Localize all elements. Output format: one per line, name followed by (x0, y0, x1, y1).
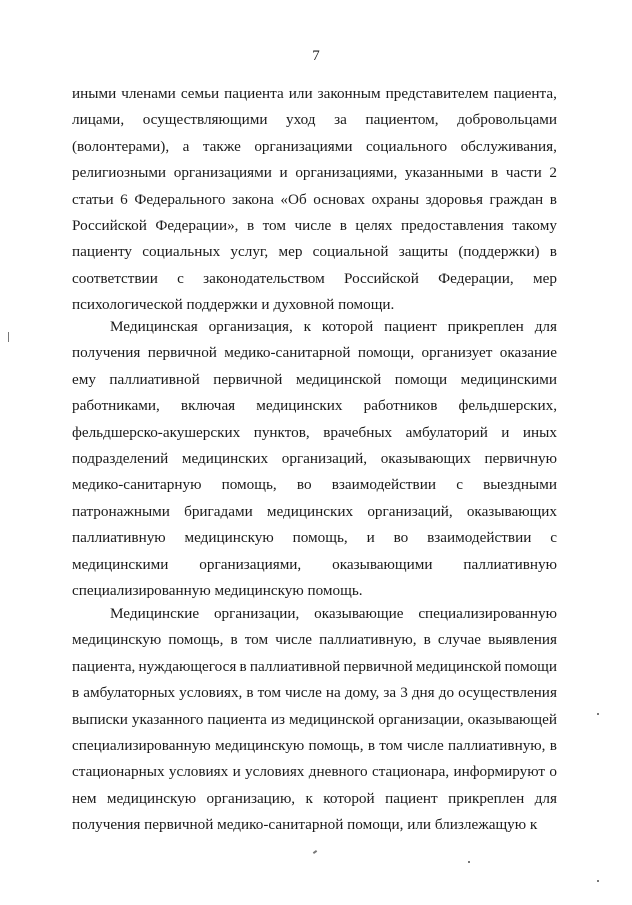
word: 2 (549, 164, 557, 181)
word: в (423, 631, 431, 648)
word: фельдшерских, (458, 397, 557, 414)
word: паллиативную, (319, 631, 417, 648)
word: представителем (385, 85, 489, 102)
word: оказывающих (466, 503, 557, 520)
text-line (72, 396, 557, 416)
word: числе (406, 737, 444, 754)
word: информируют (453, 763, 545, 780)
word: «Об (280, 191, 307, 208)
word: оказывающие (314, 605, 404, 622)
word: в (367, 737, 375, 754)
word: том (244, 631, 269, 648)
word: Федерации, (438, 270, 514, 287)
text-line (72, 555, 557, 575)
word: Федерального (134, 191, 226, 208)
word: амбулаторных (83, 684, 176, 701)
word: Медицинская (110, 318, 198, 335)
word: медицинскую (106, 790, 197, 807)
text-line (72, 528, 557, 548)
text-line (72, 163, 557, 183)
text-line (72, 762, 557, 782)
word: до (438, 684, 455, 701)
word: организует (421, 344, 493, 361)
word: охраны (371, 191, 420, 208)
text-line (72, 343, 557, 363)
text-line: получения первичной медико-санитарной помощи, или близлежащую к (72, 816, 538, 833)
word: с (177, 270, 184, 287)
word: помощь, (221, 476, 277, 493)
word: дому, (344, 684, 380, 701)
word: с (550, 529, 557, 546)
word: которой (323, 790, 375, 807)
word: социальной (312, 243, 389, 260)
word: членами (121, 85, 176, 102)
word: указанного (131, 711, 204, 728)
word: медицинскими (72, 556, 169, 573)
word: во (296, 476, 312, 493)
word: организациями, (295, 164, 398, 181)
word: части (505, 164, 542, 181)
word: из (270, 711, 285, 728)
word: медицинских (266, 503, 354, 520)
word: и (501, 424, 510, 441)
word: дня (411, 684, 435, 701)
word: и (232, 763, 241, 780)
word: соответствии (72, 270, 158, 287)
word: дневного (308, 763, 368, 780)
word: в (549, 191, 557, 208)
word: пациент (384, 318, 437, 335)
word: случае (437, 631, 481, 648)
text-line (72, 216, 557, 236)
word: медицинскую (72, 631, 162, 648)
word: медико-санитарную (72, 476, 202, 493)
word: первичной (343, 658, 413, 675)
word: (волонтерами), (72, 138, 170, 155)
word: здоровья (425, 191, 483, 208)
word: с (456, 476, 463, 493)
word: медико-санитарной (224, 344, 351, 361)
word: условиях (168, 763, 229, 780)
text-line (72, 502, 557, 522)
text-line (72, 423, 557, 443)
word: в (246, 217, 255, 234)
word: помощь, (168, 631, 224, 648)
word: помощи (504, 658, 557, 675)
word: статьи (72, 191, 114, 208)
word: том (257, 684, 281, 701)
word: прикреплен (448, 790, 525, 807)
word: пациентом, (365, 111, 439, 128)
word: пациента, (72, 658, 136, 675)
text-line (72, 137, 557, 157)
text-line (72, 370, 557, 390)
word: медицинских (181, 450, 269, 467)
scan-artifact (597, 880, 599, 882)
page-number: 7 (312, 48, 320, 64)
word: указанными (404, 164, 484, 181)
text-line (72, 475, 557, 495)
word: патронажными (72, 503, 170, 520)
word: организациями (254, 138, 353, 155)
word: мер (533, 270, 557, 287)
word: услуг, (230, 243, 269, 260)
word: осуществления (458, 684, 557, 701)
word: подразделений (72, 450, 169, 467)
word: помощи (394, 371, 448, 388)
word: добровольцами (457, 111, 557, 128)
word: религиозными (72, 164, 167, 181)
word: за (383, 684, 397, 701)
word: основах (313, 191, 366, 208)
text-line (72, 789, 557, 809)
word: врачебных (323, 424, 393, 441)
word: организаций, (281, 450, 368, 467)
word: за (334, 111, 347, 128)
word: для (534, 318, 557, 335)
word: включая (180, 397, 236, 414)
word: выписки (72, 711, 128, 728)
word: прикреплен (447, 318, 524, 335)
word: к (303, 318, 312, 335)
text-line (72, 710, 557, 730)
word: помощь, (292, 529, 348, 546)
word: также (202, 138, 241, 155)
word: организациями, (199, 556, 302, 573)
text-line (72, 190, 557, 210)
word: первичной (213, 371, 283, 388)
word: оказывающих (380, 450, 471, 467)
word: помощь, (308, 737, 364, 754)
word: нем (72, 790, 97, 807)
word: которой (321, 318, 374, 335)
word: пациент (385, 790, 438, 807)
word: Медицинские (110, 605, 200, 622)
word: числе (294, 217, 332, 234)
word: паллиативную, (448, 737, 546, 754)
text-line (110, 604, 557, 624)
word: организациями (173, 164, 272, 181)
scan-artifact (8, 332, 9, 342)
word: паллиативной (109, 371, 200, 388)
word: лицами, (72, 111, 125, 128)
word: выездными (483, 476, 557, 493)
scan-artifact (468, 861, 470, 863)
word: оказание (499, 344, 557, 361)
word: пунктов, (253, 424, 310, 441)
word: (поддержки) (458, 243, 540, 260)
word: Российской (344, 270, 419, 287)
word: условиях (245, 763, 305, 780)
word: осуществляющими (142, 111, 268, 128)
word: 3 (400, 684, 408, 701)
word: специализированную (72, 737, 211, 754)
word: получения (72, 344, 141, 361)
text-line (72, 242, 557, 262)
word: иными (72, 85, 117, 102)
word: специализированную (418, 605, 557, 622)
word: в (490, 164, 499, 181)
word: оказывающей (467, 711, 557, 728)
word: в (549, 243, 557, 260)
word: числе (285, 684, 322, 701)
word: медицинских (256, 397, 343, 414)
word: медицинской (295, 371, 382, 388)
word: организации, (378, 711, 464, 728)
word: в (72, 684, 80, 701)
word: предоставления (400, 217, 504, 234)
word: паллиативной (249, 658, 341, 675)
word: и (279, 164, 288, 181)
word: пациента, (493, 85, 557, 102)
word: первичную (484, 450, 557, 467)
word: в (246, 684, 254, 701)
word: организаций, (367, 503, 453, 520)
word: организация, (208, 318, 293, 335)
word: взаимодействии (331, 476, 436, 493)
word: Федерации», (155, 217, 239, 234)
word: в (549, 737, 557, 754)
word: фельдшерско-акушерских (72, 424, 241, 441)
word: организацию, (206, 790, 296, 807)
text-line (72, 110, 557, 130)
word: в (339, 217, 347, 234)
word: взаимодействии (427, 529, 532, 546)
word: во (393, 529, 409, 546)
word: медицинской (288, 711, 375, 728)
word: законным (317, 85, 381, 102)
word: социальных (142, 243, 221, 260)
text-line (72, 269, 557, 289)
text-line (72, 683, 557, 703)
text-line (72, 449, 557, 469)
text-line (72, 630, 557, 650)
word: условиях, (179, 684, 243, 701)
word: в (239, 658, 247, 675)
word: законодательством (203, 270, 325, 287)
word: ему (72, 371, 96, 388)
word: организации, (213, 605, 300, 622)
word: оказывающими (332, 556, 433, 573)
word: обслуживания, (460, 138, 557, 155)
word: в (230, 631, 238, 648)
word: уход (286, 111, 316, 128)
word: работников (363, 397, 438, 414)
word: помощи, (357, 344, 415, 361)
word: медицинскую (214, 737, 305, 754)
word: целях (355, 217, 393, 234)
word: стационара, (371, 763, 450, 780)
text-line (72, 736, 557, 756)
word: такому (512, 217, 557, 234)
word: стационарных (72, 763, 165, 780)
word: мер (278, 243, 303, 260)
text-line (72, 657, 557, 677)
scan-artifact (597, 713, 599, 715)
word: для (534, 790, 557, 807)
word: числе (275, 631, 313, 648)
word: граждан (489, 191, 544, 208)
word: работниками, (72, 397, 160, 414)
word: иных (522, 424, 557, 441)
word: или (288, 85, 313, 102)
word: медицинскими (460, 371, 557, 388)
text-line (72, 84, 557, 104)
text-line (110, 317, 557, 337)
word: закона (232, 191, 274, 208)
word: Российской (72, 217, 147, 234)
word: 6 (120, 191, 128, 208)
word: том (262, 217, 286, 234)
word: о (549, 763, 557, 780)
word: выявления (488, 631, 557, 648)
word: амбулаторий (405, 424, 488, 441)
word: семьи (180, 85, 220, 102)
word: паллиативную (72, 529, 166, 546)
word: пациента (207, 711, 267, 728)
word: бригадами (184, 503, 253, 520)
word: том (379, 737, 403, 754)
text-line: психологической поддержки и духовной помощи. (72, 296, 395, 313)
scan-artifact (313, 850, 317, 854)
word: первичной (147, 344, 217, 361)
word: медицинскую (184, 529, 274, 546)
text-line: специализированную медицинскую помощь. (72, 582, 363, 599)
word: пациенту (72, 243, 133, 260)
word: защиты (398, 243, 449, 260)
word: и (366, 529, 375, 546)
word: паллиативную (463, 556, 557, 573)
word: социального (365, 138, 448, 155)
word: медицинской (415, 658, 502, 675)
word: к (305, 790, 313, 807)
word: а (182, 138, 190, 155)
word: на (325, 684, 341, 701)
word: нуждающегося (138, 658, 237, 675)
word: пациента (224, 85, 284, 102)
